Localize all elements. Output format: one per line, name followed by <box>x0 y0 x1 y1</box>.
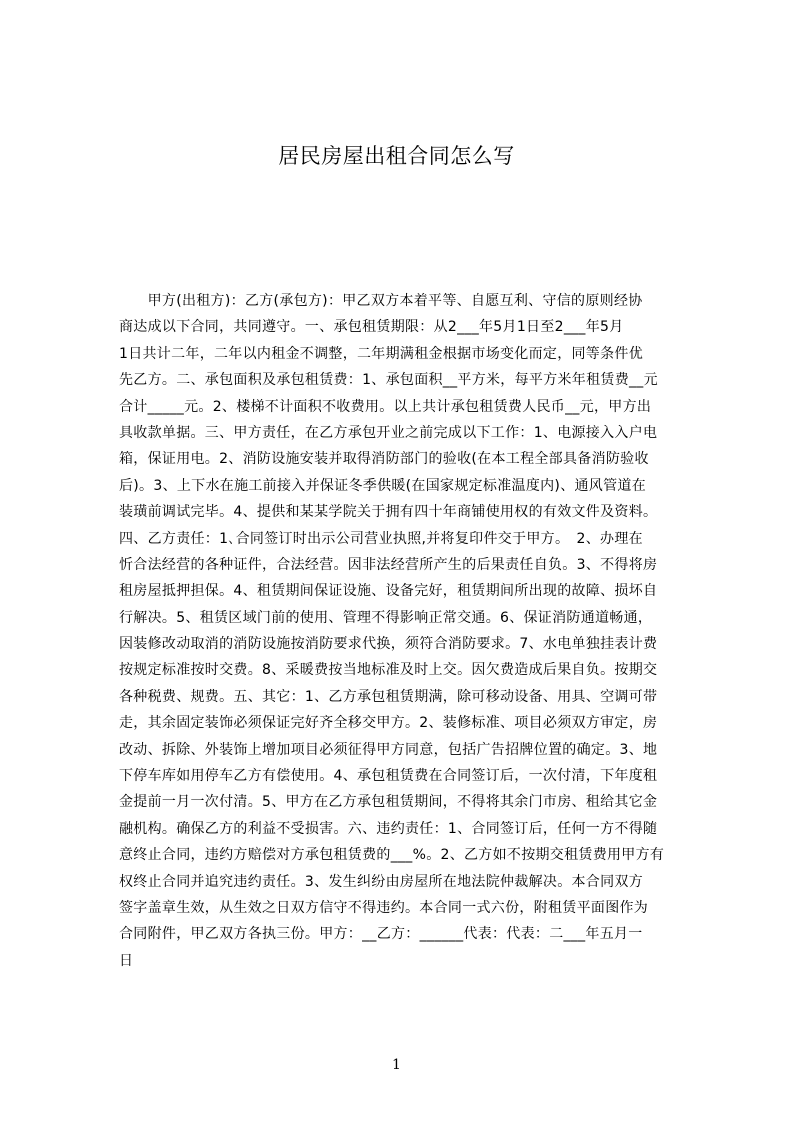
body-line: 后)。3、上下水在施工前接入并保证冬季供暖(在国家规定标准温度内)、通风管道在 <box>119 477 646 494</box>
body-line: 因装修改动取消的消防设施按消防要求代换，须符合消防要求。7、水电单独挂表计费 <box>119 636 658 653</box>
body-line: 商达成以下合同，共同遵守。一、承包租赁期限：从2___年5月1日至2___年5月 <box>119 319 624 336</box>
body-line: 租房屋抵押担保。4、租赁期间保证设施、设备完好，租赁期间所出现的故障、损坏自 <box>119 583 658 600</box>
body-line: 合同附件，甲乙双方各执三份。甲方：__乙方：______代表：代表：二___年五月一 <box>119 926 643 943</box>
document-title: 居民房屋出租合同怎么写 <box>278 144 515 168</box>
body-line: 合计_____元。2、楼梯不计面积不收费用。以上共计承包租赁费人民币__元，甲方出 <box>119 398 652 415</box>
body-line: 权终止合同并追究违约责任。3、发生纠纷由房屋所在地法院仲裁解决。本合同双方 <box>119 873 644 890</box>
body-line: 意终止合同，违约方赔偿对方承包租赁费的___%。2、乙方如不按期交租赁费用甲方有 <box>119 847 665 864</box>
body-line: 箱，保证用电。2、消防设施安装并取得消防部门的验收(在本工程全部具备消防验收 <box>119 451 649 468</box>
body-line: 金提前一月一次付清。5、甲方在乙方承包租赁期间，不得将其余门市房、租给其它金 <box>119 794 658 811</box>
body-line: 甲方(出租方)：乙方(承包方)：甲乙双方本着平等、自愿互利、守信的原则经协 <box>119 293 643 309</box>
body-line: 具收款单据。三、甲方责任，在乙方承包开业之前完成以下工作：1、电源接入入户电 <box>119 424 658 441</box>
body-line: 四、乙方责任：1､合同签订时出示公司营业执照,并将复印件交于甲方。 2、办理在 <box>119 530 643 547</box>
body-line: 融机构。确保乙方的利益不受损害。六、违约责任：1、合同签订后，任何一方不得随 <box>119 820 658 837</box>
body-line: 日 <box>119 952 134 969</box>
body-line: 签字盖章生效，从生效之日双方信守不得违约。本合同一式六份，附租赁平面图作为 <box>119 899 649 916</box>
body-line: 各种税费、规费。五、其它：1、乙方承包租赁期满，除可移动设备、用具、空调可带 <box>119 688 658 705</box>
body-line: 装璜前调试完毕。4、提供和某某学院关于拥有四十年商铺使用权的有效文件及资料。 <box>119 504 658 521</box>
body-line: 行解决。5、租赁区域门前的使用、管理不得影响正常交通。6、保证消防通道畅通， <box>119 609 653 626</box>
page-number: 1 <box>392 1057 401 1073</box>
body-line: 先乙方。二、承包面积及承包租赁费：1、承包面积__平方米，每平方米年租赁费__元 <box>119 372 658 389</box>
body-line: 走，其余固定装饰必须保证完好齐全移交甲方。2、装修标准、项目必须双方审定，房 <box>119 715 658 732</box>
body-line: 下停车库如用停车乙方有偿使用。4、承包租赁费在合同签订后，一次付清，下年度租 <box>119 768 658 785</box>
body-line: 改动、拆除、外装饰上增加项目必须征得甲方同意，包括广告招牌位置的确定。3、地 <box>119 741 658 758</box>
body-line: 按规定标准按时交费。8、采暖费按当地标准及时上交。因欠费造成后果自负。按期交 <box>119 662 658 679</box>
body-line: 忻合法经营的各种证件，合法经营。因非法经营所产生的后果责任自负。3、不得将房 <box>119 556 658 573</box>
contract-body <box>119 288 698 988</box>
body-line: 1日共计二年，二年以内租金不调整，二年期满租金根据市场变化而定，同等条件优 <box>119 345 644 362</box>
